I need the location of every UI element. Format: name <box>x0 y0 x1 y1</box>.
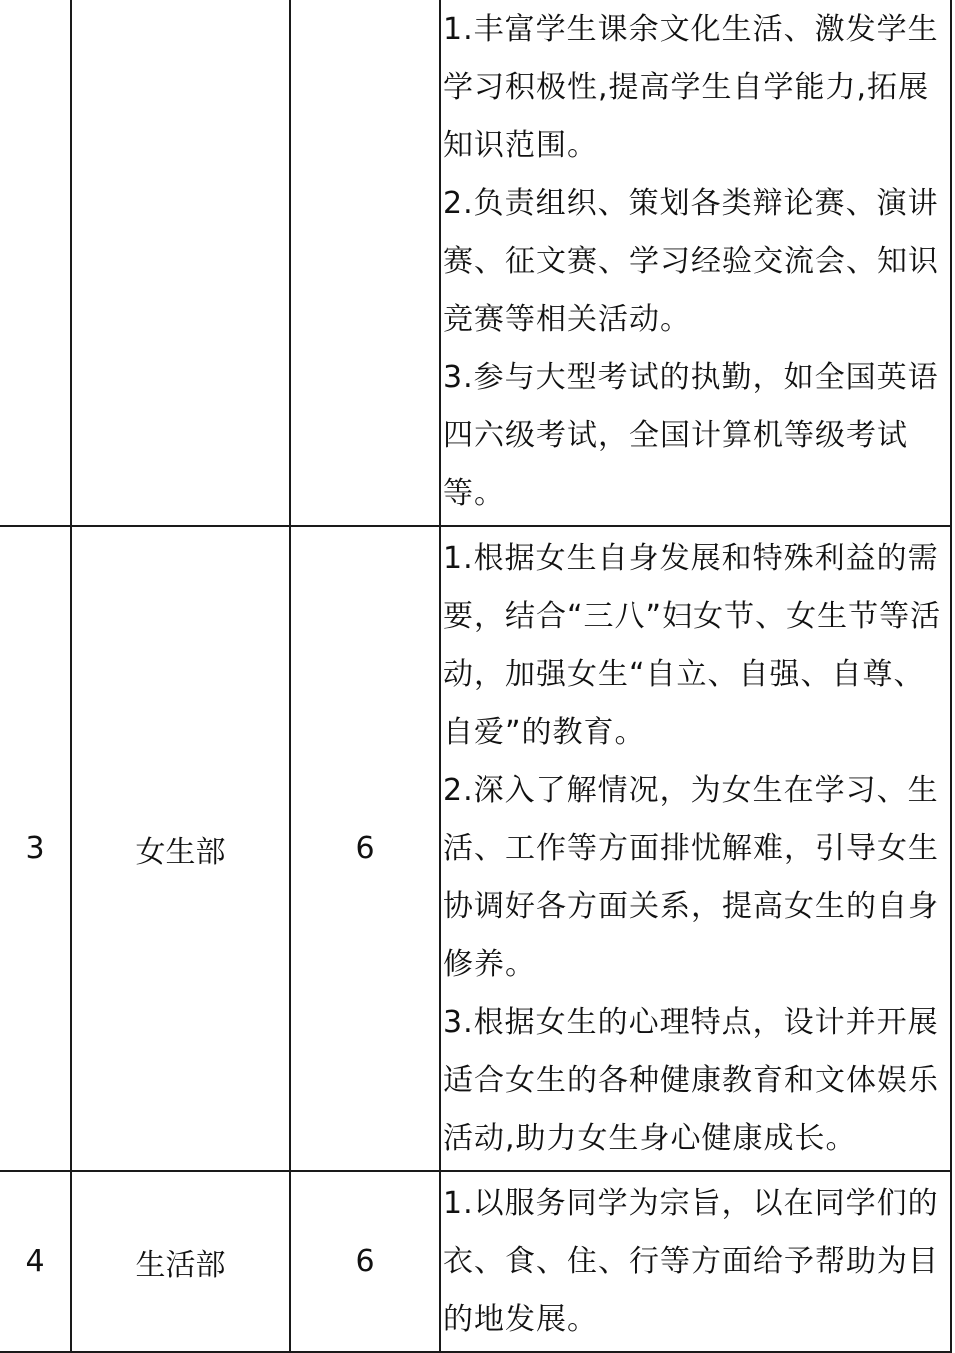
department-cell: 女生部 <box>71 526 290 1171</box>
table-row <box>0 0 951 526</box>
table-row <box>0 1171 951 1352</box>
duty-paragraph: 3.根据女生的心理特点，设计并开展适合女生的各种健康教育和文体娱乐活动,助力女生身心健康成长。 <box>443 1005 939 1156</box>
index-cell: 4 <box>0 1171 71 1352</box>
index-cell <box>0 0 71 526</box>
duties-cell <box>440 526 951 1171</box>
duty-paragraph: 2.负责组织、策划各类辩论赛、演讲赛、征文赛、学习经验交流会、知识竞赛等相关活动。 <box>443 186 939 337</box>
duty-paragraph: 1.丰富学生课余文化生活、激发学生学习积极性,提高学生自学能力,拓展知识范围。 <box>443 12 939 163</box>
duties-cell <box>440 1171 951 1352</box>
index-cell: 3 <box>0 526 71 1171</box>
department-cell: 生活部 <box>71 1171 290 1352</box>
count-cell: 6 <box>290 526 440 1171</box>
table-row <box>0 526 951 1171</box>
duty-paragraph: 2.深入了解情况，为女生在学习、生活、工作等方面排忧解难，引导女生协调好各方面关系，提高女生的自身修养。 <box>443 773 939 982</box>
duty-paragraph: 1.根据女生自身发展和特殊利益的需要，结合“三八”妇女节、女生节等活动，加强女生“自立、自强、自尊、自爱”的教育。 <box>443 541 942 750</box>
duty-paragraph: 3.参与大型考试的执勤，如全国英语四六级考试，全国计算机等级考试等。 <box>443 360 939 511</box>
department-cell <box>71 0 290 526</box>
duties-cell <box>440 0 951 526</box>
duty-paragraph: 1.以服务同学为宗旨，以在同学们的衣、食、住、行等方面给予帮助为目的地发展。 <box>443 1186 939 1337</box>
count-cell: 6 <box>290 1171 440 1352</box>
count-cell <box>290 0 440 526</box>
